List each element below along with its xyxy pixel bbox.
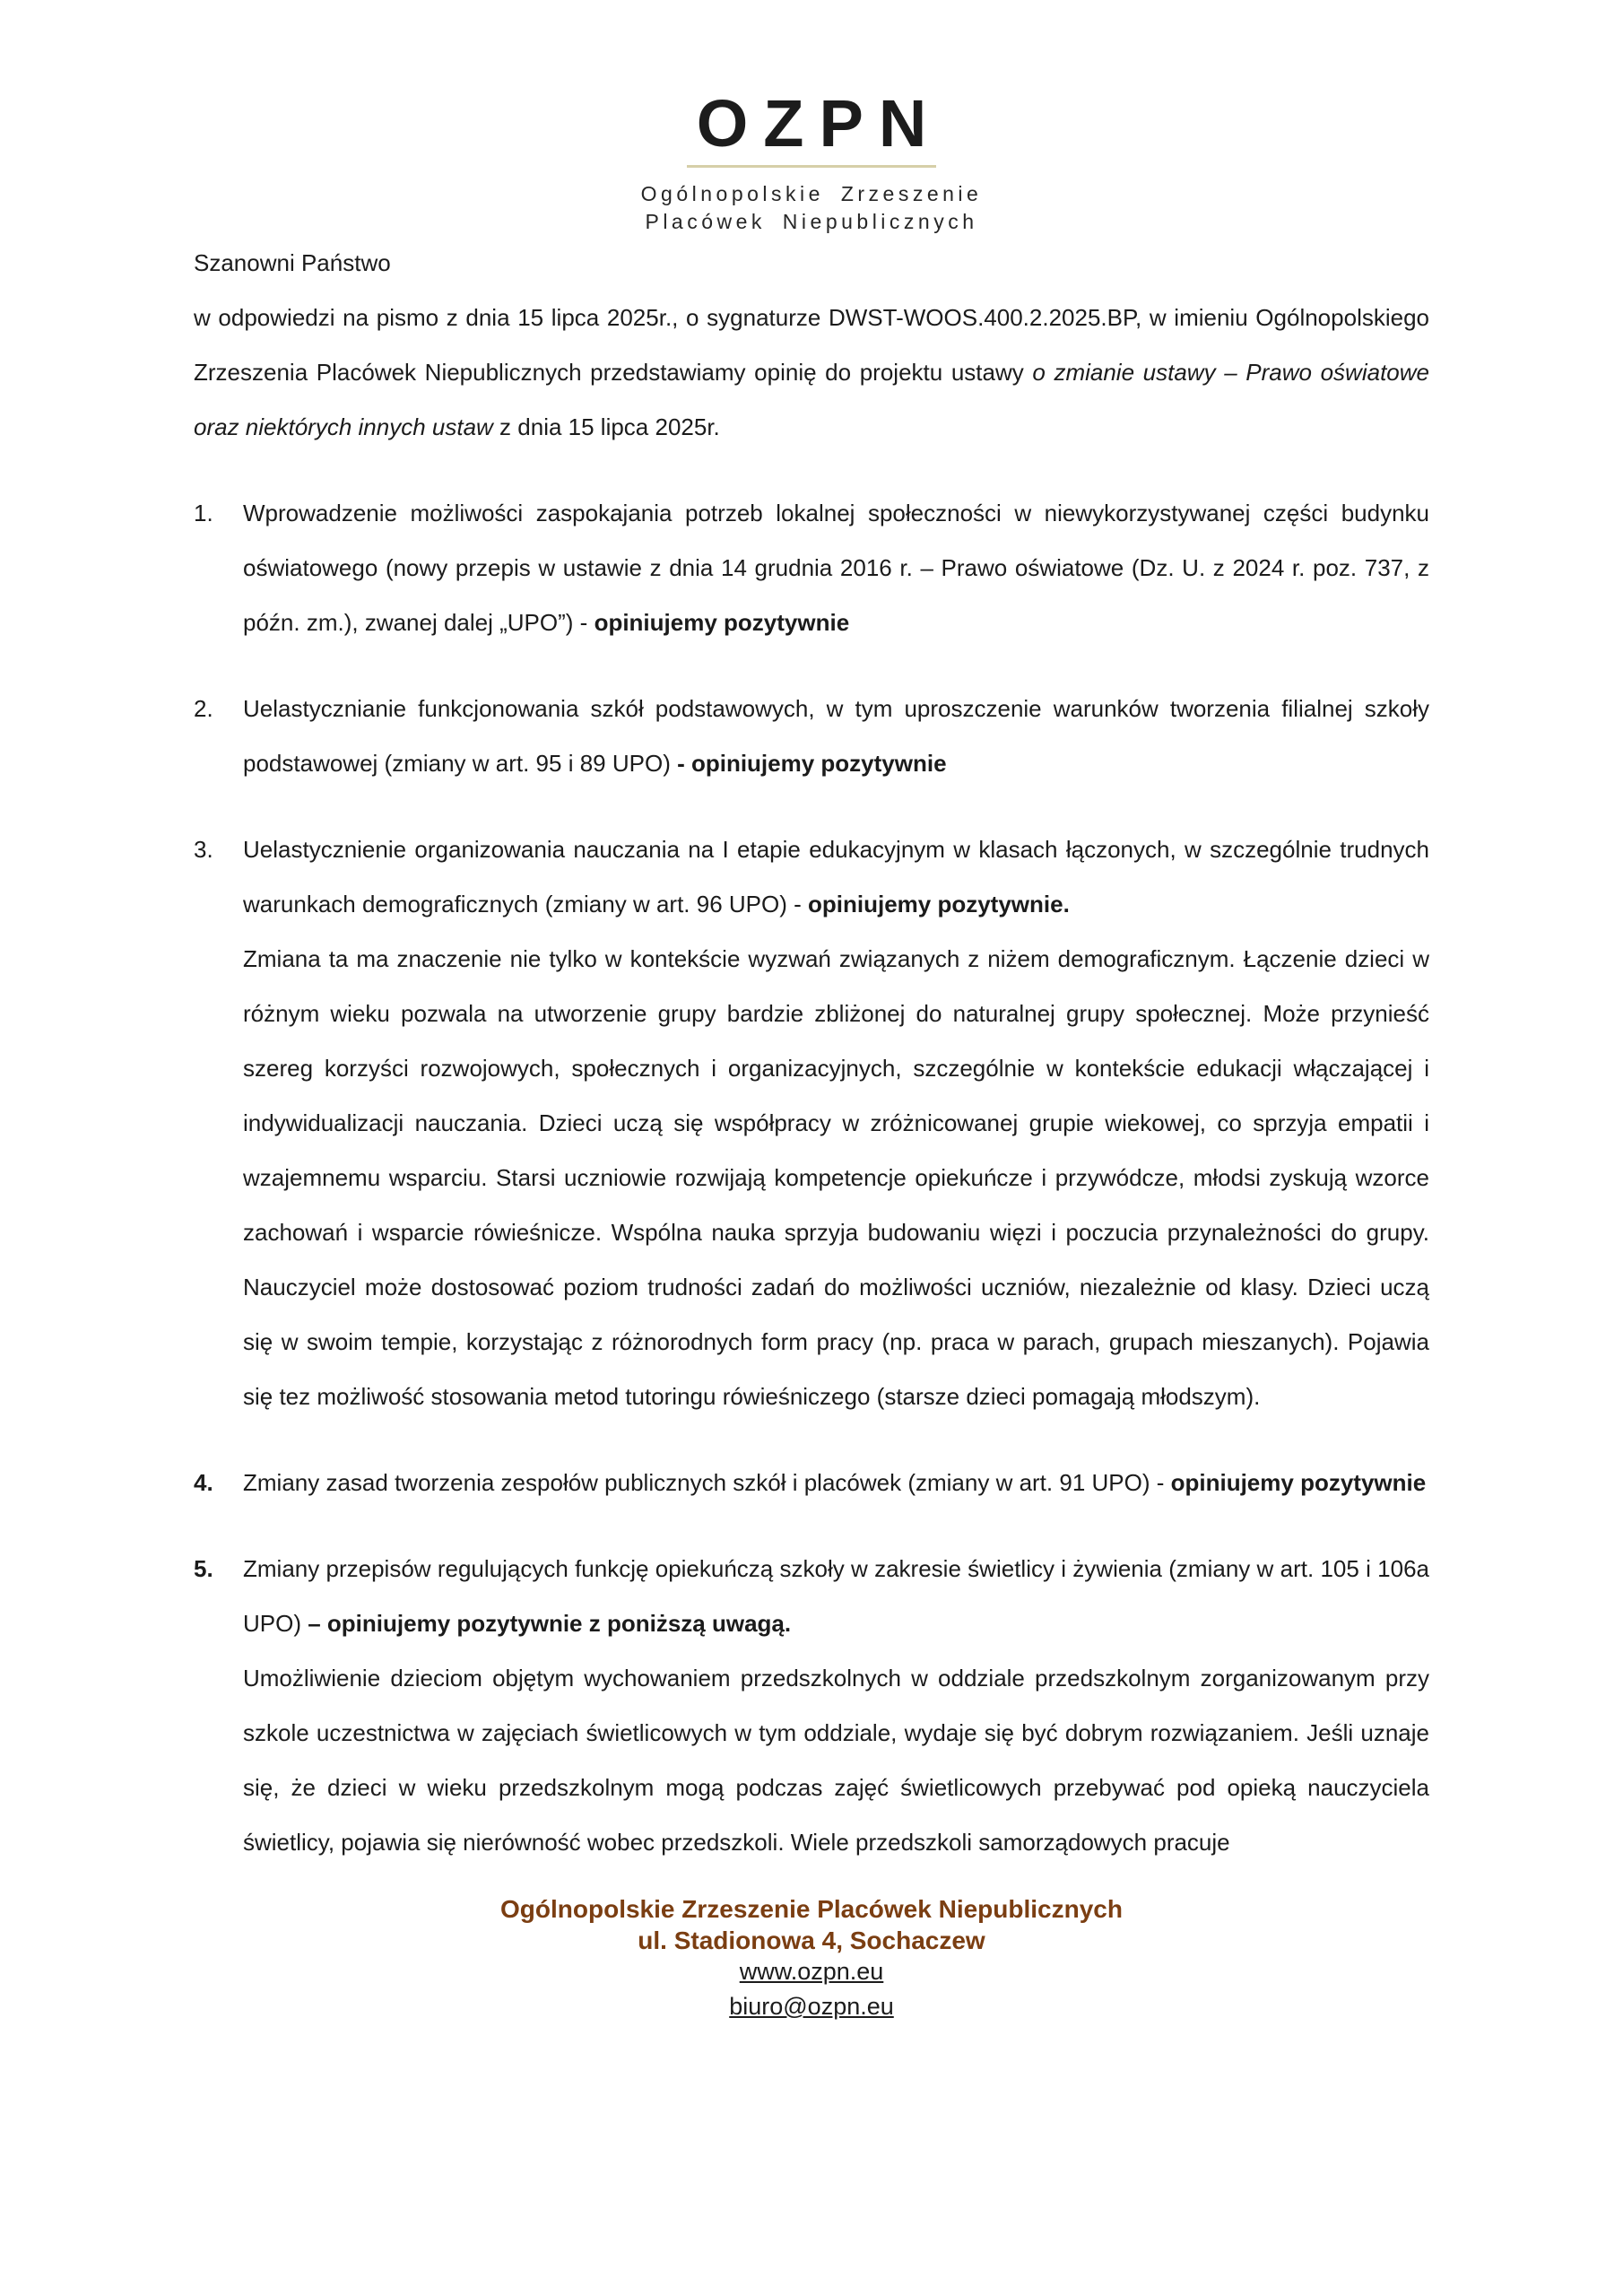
list-item-5 <box>194 1542 1429 1870</box>
item-text: Zmiany zasad tworzenia zespołów publicznych szkół i placówek (zmiany w art. 91 UPO) - opiniujemy pozytywnie <box>243 1469 1427 1496</box>
logo <box>0 0 1623 236</box>
list-item-1 <box>194 486 1429 650</box>
footer-org-name: Ogólnopolskie Zrzeszenie Placówek Niepublicznych <box>500 1895 1123 1923</box>
item-text: Wprowadzenie możliwości zaspokajania potrzeb lokalnej społeczności w niewykorzystywanej części budynku oświatowego (nowy przepis w ustawie z dnia 14 grudnia 2016 r. – Prawo oświatowe (Dz. U. z 2024 r. poz. 737, z późn. zm.), zwanej dalej „UPO”) - opiniujemy pozytywnie <box>243 500 1429 636</box>
item-text: Uelastycznienie organizowania nauczania na I etapie edukacyjnym w klasach łączonych, w szczególnie trudnych warunkach demograficznych (zmiany w art. 96 UPO) - opiniujemy pozytywnie. <box>243 836 1429 918</box>
item-commentary: Umożliwienie dzieciom objętym wychowaniem przedszkolnych w oddziale przedszkolnym zorganizowanym przy szkole uczestnictwa w zajęciach świetlicowych w tym oddziale, wydaje się być dobrym rozwiązaniem. Jeśli uznaje się, że dzieci w wieku przedszkolnym mogą podczas zajęć świetlicowych przebywać pod opieką nauczyciela świetlicy, pojawia się nierówność wobec przedszkoli. Wiele przedszkoli samorządowych pracuje <box>243 1665 1429 1856</box>
logo-acronym: OZPN <box>696 86 942 161</box>
item-commentary: Zmiana ta ma znaczenie nie tylko w kontekście wyzwań związanych z niżem demograficznym. Łączenie dzieci w różnym wieku pozwala na utworzenie grupy bardzie zbliżonej do naturalnej grupy społecznej. Może przynieść szereg korzyści rozwojowych, społecznych i organizacyjnych, szczególnie w kontekście edukacji włączającej i indywidualizacji nauczania. Dzieci uczą się współpracy w zróżnicowanej grupie wiekowej, co sprzyja empatii i wzajemnemu wsparciu. Starsi uczniowie rozwijają kompetencje opiekuńcze i przywódcze, młodsi zyskują wzorce zachowań i wsparcie rówieśnicze. Wspólna nauka sprzyja budowaniu więzi i poczucia przynależności do grupy. Nauczyciel może dostosować poziom trudności zadań do możliwości uczniów, niezależnie od klasy. Dzieci uczą się w swoim tempie, korzystając z różnorodnych form pracy (np. praca w parach, grupach mieszanych). Pojawia się tez możliwość stosowania metod tutoringu rówieśniczego (starsze dzieci pomagają młodszym). <box>243 945 1429 1410</box>
item-text: Uelastycznianie funkcjonowania szkół podstawowych, w tym uproszczenie warunków tworzenia filialnej szkoły podstawowej (zmiany w art. 95 i 89 UPO) - opiniujemy pozytywnie <box>243 695 1429 777</box>
logo-subtitle-line1: Ogólnopolskie Zrzeszenie <box>640 182 983 205</box>
item-number: 1. <box>194 500 213 526</box>
list-item-4 <box>194 1456 1429 1510</box>
logo-subtitle-line2: Placówek Niepublicznych <box>645 210 978 233</box>
letter-footer <box>0 1893 1623 2026</box>
letter-body <box>0 236 1623 1870</box>
email-link[interactable]: biuro@ozpn.eu <box>729 1993 894 2020</box>
logo-divider <box>687 165 936 168</box>
item-number: 3. <box>194 836 213 863</box>
item-number: 4. <box>194 1469 213 1496</box>
intro-paragraph: w odpowiedzi na pismo z dnia 15 lipca 2025r., o sygnaturze DWST-WOOS.400.2.2025.BP, w imieniu Ogólnopolskiego Zrzeszenia Placówek Niepublicznych przedstawiamy opinię do projektu ustawy o zmianie ustawy – Prawo oświatowe oraz niektórych innych ustaw z dnia 15 lipca 2025r. <box>194 304 1429 440</box>
footer-address: ul. Stadionowa 4, Sochaczew <box>638 1926 985 1954</box>
item-number: 5. <box>194 1555 213 1582</box>
list-item-3 <box>194 822 1429 1424</box>
opinion-list <box>194 486 1429 1870</box>
item-number: 2. <box>194 695 213 722</box>
list-item-2 <box>194 682 1429 791</box>
item-text: Zmiany przepisów regulujących funkcję opiekuńczą szkoły w zakresie świetlicy i żywienia (zmiany w art. 105 i 106a UPO) – opiniujemy pozytywnie z poniższą uwagą. <box>243 1555 1429 1637</box>
website-link[interactable]: www.ozpn.eu <box>739 1958 884 1985</box>
salutation: Szanowni Państwo <box>194 249 391 276</box>
